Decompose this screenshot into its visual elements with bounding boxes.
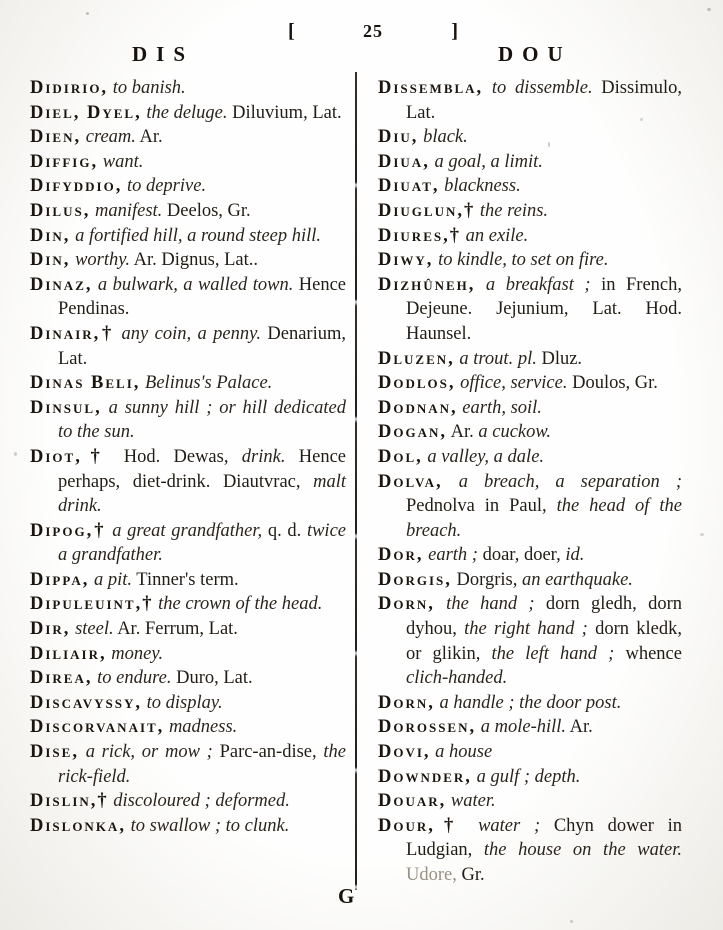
headword: Dolva,	[378, 471, 443, 492]
headword: Dinair,†	[30, 323, 116, 344]
scan-speck	[570, 920, 573, 923]
definition-segment: Udore,	[406, 865, 457, 885]
dictionary-entry	[378, 592, 682, 690]
definition-segment: a valley, a dale.	[422, 446, 545, 467]
dictionary-entry	[30, 322, 346, 371]
dictionary-entry	[30, 199, 346, 224]
headword: Dipuleuint,†	[30, 594, 154, 615]
definition-segment: a goal, a limit.	[429, 151, 543, 172]
dictionary-entry	[378, 76, 682, 125]
headword: Dour,†	[378, 815, 465, 836]
right-column	[378, 76, 682, 888]
definition-segment: Ar.	[566, 717, 593, 738]
definition-segment: discoloured ; deformed.	[108, 791, 290, 812]
definition-segment: Chyn dower in Ludgian,	[406, 815, 683, 861]
dictionary-entry	[30, 224, 346, 249]
dictionary-entry	[378, 224, 682, 249]
definition-segment: to swallow ; to clunk.	[125, 815, 290, 836]
definition-segment: the crown of the head.	[153, 594, 323, 615]
definition-segment: the house on the water.	[472, 840, 682, 861]
folio-right-bracket: ]	[451, 20, 458, 42]
definition-segment: Ar.	[135, 127, 163, 148]
headword: Douar,	[378, 791, 447, 812]
definition-segment: a cuckow.	[473, 422, 551, 443]
definition-segment: to kindle, to set on fire.	[433, 250, 609, 271]
headword: Discavyssy,	[30, 692, 142, 713]
dictionary-entry	[378, 420, 682, 445]
definition-segment: a breach, a separation ;	[442, 471, 682, 492]
headword: Dluzen,	[378, 348, 455, 369]
definition-segment: office, service.	[455, 373, 568, 394]
headword: Dorgis,	[378, 569, 452, 590]
dictionary-entry	[30, 101, 346, 126]
headword: Dorossen,	[378, 717, 477, 738]
dictionary-entry	[378, 371, 682, 396]
definition-segment: any coin, a penny.	[115, 323, 261, 344]
definition-segment: Belinus's Palace.	[140, 373, 273, 394]
definition-segment: a mole-hill.	[476, 717, 567, 738]
definition-segment: a fortified hill, a round steep hill.	[70, 225, 322, 246]
definition-segment: id.	[560, 545, 585, 566]
dictionary-entry	[30, 642, 346, 667]
headword: Diliair,	[30, 643, 107, 664]
definition-segment: the right hand ;	[456, 619, 588, 640]
dictionary-entry	[378, 199, 682, 224]
definition-segment: to deprive.	[122, 176, 207, 197]
definition-segment: Hod. Dewas,	[110, 446, 229, 467]
definition-segment: a breakfast ;	[475, 274, 591, 295]
definition-segment: water.	[446, 791, 496, 812]
definition-segment: Dorgris,	[451, 569, 518, 590]
headword: Difyddio,	[30, 176, 123, 197]
scan-speck	[640, 118, 643, 121]
scan-speck	[707, 8, 711, 11]
scan-speck	[548, 142, 550, 147]
headword: Dorn,	[378, 692, 435, 713]
definition-segment: Hence perhaps, diet-drink. Diautvrac,	[58, 446, 346, 492]
definition-segment: worthy.	[70, 250, 131, 271]
dictionary-entry	[378, 568, 682, 593]
headword: Dovi,	[378, 742, 431, 763]
dictionary-entry	[30, 248, 346, 273]
dictionary-entry	[378, 273, 682, 347]
definition-segment: the head of the breach.	[406, 496, 682, 541]
dictionary-entry	[378, 691, 682, 716]
scan-speck	[86, 12, 89, 15]
headword: Diel, Dyel,	[30, 102, 142, 123]
headword: Dinsul,	[30, 397, 102, 418]
definition-segment: a rick, or mow ;	[78, 742, 213, 763]
headword: Dipog,†	[30, 520, 107, 541]
headword: Dorn,	[378, 594, 435, 615]
headword: Dodlos,	[378, 373, 456, 394]
signature-mark: G	[338, 884, 356, 908]
dictionary-entry	[30, 592, 346, 617]
headword: Dilus,	[30, 200, 91, 221]
definition-segment: madness.	[164, 717, 238, 738]
definition-segment: a bulwark, a walled town.	[92, 274, 294, 295]
definition-segment: blackness.	[439, 176, 521, 197]
definition-segment: earth ;	[423, 545, 478, 566]
definition-segment: earth, soil.	[457, 397, 542, 418]
dictionary-entry	[30, 715, 346, 740]
running-head-left: DIS	[132, 42, 195, 66]
page-number: 25	[363, 21, 383, 41]
definition-segment: the reins.	[475, 200, 549, 221]
dictionary-entry	[30, 519, 346, 568]
dictionary-entry	[30, 150, 346, 175]
definition-segment: Duro, Lat.	[171, 668, 253, 689]
definition-segment: want.	[98, 151, 144, 172]
headword: Dir,	[30, 619, 71, 640]
definition-segment: black.	[418, 127, 468, 148]
headword: Diures,†	[378, 225, 461, 246]
headword: Dislonka,	[30, 815, 126, 836]
dictionary-entry	[378, 470, 682, 544]
headword: Diwy,	[378, 250, 434, 271]
headword: Diuglun,†	[378, 200, 476, 221]
dictionary-entry	[30, 396, 346, 445]
definition-segment: Ar.	[447, 422, 474, 443]
dictionary-entry	[30, 617, 346, 642]
dictionary-entry	[378, 814, 682, 888]
dictionary-entry	[378, 174, 682, 199]
headword: Discorvanait,	[30, 717, 165, 738]
headword: Dizhûneh,	[378, 274, 476, 295]
definition-segment: a sunny hill ; or hill dedicated to the sun.	[58, 397, 346, 443]
definition-segment: a trout. pl.	[454, 348, 537, 369]
definition-segment: q. d.	[262, 520, 302, 541]
folio-page-number	[288, 20, 458, 43]
dictionary-entry	[30, 691, 346, 716]
definition-segment: Tinner's term.	[132, 569, 239, 590]
headword: Din,	[30, 225, 71, 246]
dictionary-entry	[378, 396, 682, 421]
definition-segment: Diluvium, Lat.	[227, 102, 342, 123]
headword: Diu,	[378, 127, 419, 148]
headword: Dogan,	[378, 422, 447, 443]
dictionary-entry	[378, 248, 682, 273]
headword: Diffig,	[30, 151, 99, 172]
definition-segment: the deluge.	[141, 102, 228, 123]
definition-segment: Dissimulo, Lat.	[406, 78, 682, 123]
dictionary-entry	[378, 740, 682, 765]
dictionary-entry	[30, 371, 346, 396]
definition-segment: the hand ;	[434, 594, 535, 615]
definition-segment: manifest.	[90, 200, 163, 221]
running-head-right: DOU	[498, 42, 572, 66]
definition-segment: Gr.	[456, 865, 485, 885]
definition-segment: a pit.	[89, 569, 133, 590]
definition-segment: Pednolva in Paul,	[406, 496, 547, 517]
headword: Dinaz,	[30, 274, 93, 295]
dictionary-entry	[378, 543, 682, 568]
definition-segment: a house	[430, 742, 493, 763]
dictionary-entry	[378, 765, 682, 790]
headword: Downder,	[378, 766, 472, 787]
definition-segment: to display.	[142, 692, 223, 713]
definition-segment: in French, Dejeune. Jejunium, Lat. Hod. Haunsel.	[406, 274, 683, 344]
definition-segment: whence	[614, 643, 682, 664]
definition-segment: clich-handed.	[406, 668, 508, 689]
headword: Dien,	[30, 127, 82, 148]
definition-segment: Denarium, Lat.	[58, 323, 346, 369]
scan-speck	[700, 533, 704, 536]
definition-segment: the left hand ;	[480, 643, 615, 664]
dictionary-entry	[378, 125, 682, 150]
dictionary-entry	[378, 789, 682, 814]
dictionary-entry	[30, 76, 346, 101]
headword: Dise,	[30, 742, 79, 763]
definition-segment: a handle ; the door post.	[434, 692, 622, 713]
folio-left-bracket: [	[288, 20, 295, 42]
definition-segment: to endure.	[92, 668, 172, 689]
headword: Dor,	[378, 545, 424, 566]
definition-segment: to banish.	[108, 78, 186, 98]
definition-segment: the rick-field.	[58, 742, 346, 787]
definition-segment: Doulos, Gr.	[567, 373, 658, 394]
definition-segment: money.	[106, 643, 164, 664]
dictionary-entry	[378, 445, 682, 470]
definition-segment: Hence Pendinas.	[58, 274, 346, 320]
headword: Dinas Beli,	[30, 373, 141, 394]
headword: Diot,†	[30, 446, 111, 467]
dictionary-entry	[378, 150, 682, 175]
dictionary-entry	[30, 789, 346, 814]
definition-segment: Deelos, Gr.	[162, 200, 251, 221]
headword: Direa,	[30, 668, 93, 689]
definition-segment: malt drink.	[58, 471, 347, 517]
headword: Didirio,	[30, 78, 109, 98]
definition-segment: Parc-an-dise,	[212, 742, 317, 763]
dictionary-entry	[30, 174, 346, 199]
definition-segment: a great grandfather,	[106, 520, 263, 541]
definition-segment: dorn kledk, or glikin,	[406, 619, 682, 664]
definition-segment: to dissemble.	[483, 78, 593, 98]
headword: Din,	[30, 250, 71, 271]
column-divider-rule	[355, 72, 357, 890]
dictionary-entry	[30, 740, 346, 789]
headword: Diua,	[378, 151, 430, 172]
definition-segment: Dluz.	[536, 348, 583, 369]
dictionary-entry	[378, 347, 682, 372]
headword: Dissembla,	[378, 78, 484, 98]
dictionary-entry	[30, 273, 346, 322]
headword: Dislin,†	[30, 791, 109, 812]
definition-segment: Ar. Ferrum, Lat.	[113, 619, 238, 640]
headword: Diuat,	[378, 176, 440, 197]
definition-segment: twice a grandfather.	[58, 520, 346, 566]
dictionary-entry	[30, 125, 346, 150]
definition-segment: cream.	[81, 127, 136, 148]
dictionary-entry	[30, 445, 346, 519]
definition-segment: dorn gledh, dorn dyhou,	[406, 594, 682, 640]
definition-segment: an earthquake.	[517, 569, 633, 590]
headword: Dodnan,	[378, 397, 458, 418]
headword: Dippa,	[30, 569, 90, 590]
scan-speck	[14, 452, 17, 456]
definition-segment: water ;	[464, 815, 541, 836]
definition-segment: an exile.	[460, 225, 529, 246]
dictionary-entry	[378, 715, 682, 740]
dictionary-entry	[30, 666, 346, 691]
definition-segment: doar, doer,	[477, 545, 561, 566]
headword: Dol,	[378, 446, 423, 467]
definition-segment: a gulf ; depth.	[471, 766, 581, 787]
left-column	[30, 76, 346, 838]
dictionary-entry	[30, 814, 346, 839]
definition-segment: drink.	[228, 446, 286, 467]
definition-segment: steel.	[70, 619, 114, 640]
definition-segment: Ar. Dignus, Lat..	[130, 250, 259, 271]
dictionary-entry	[30, 568, 346, 593]
